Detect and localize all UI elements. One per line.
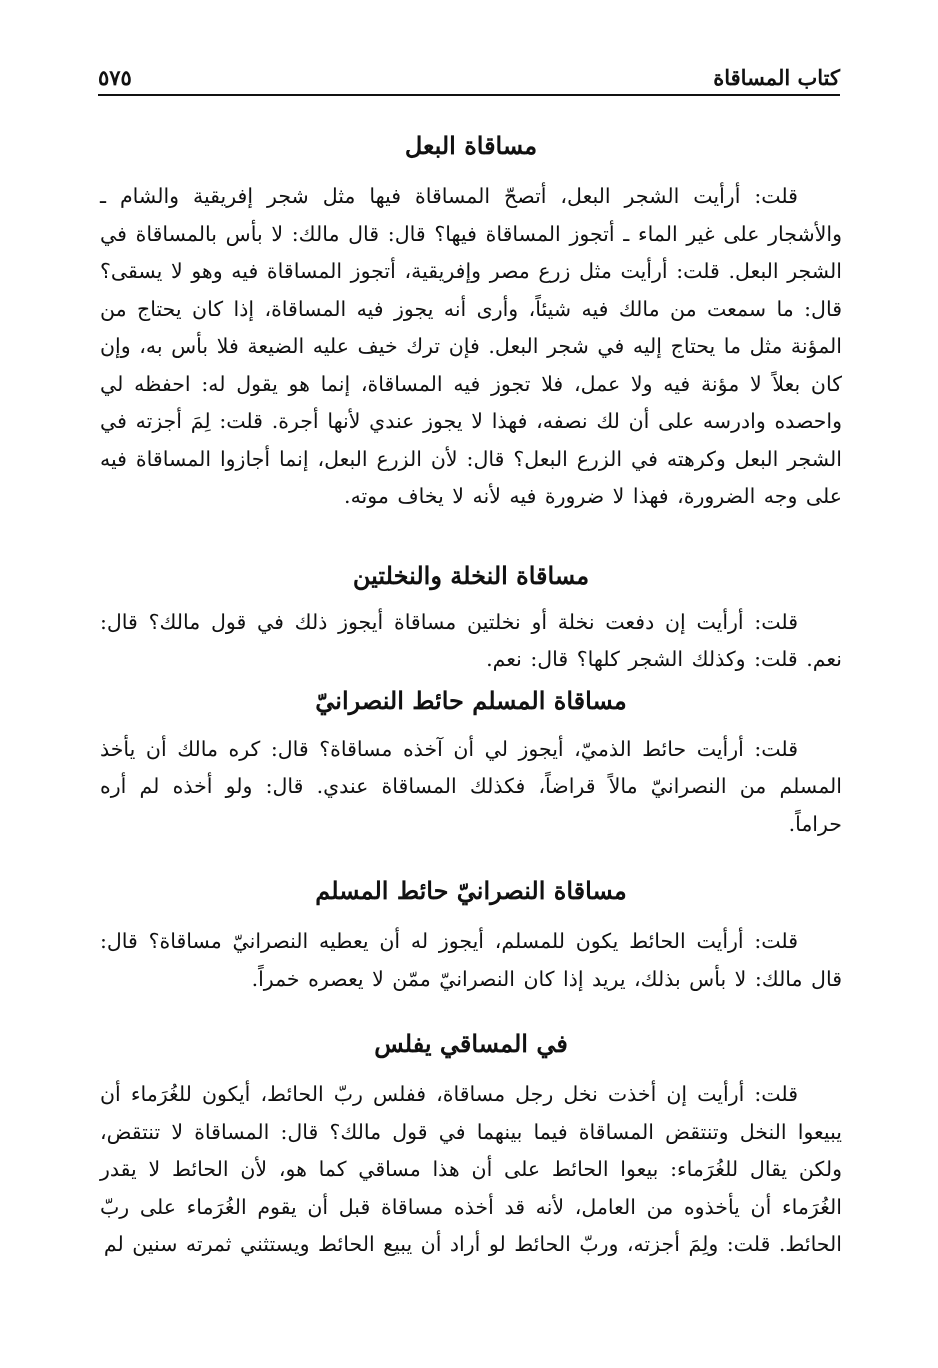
- section-paragraph: قلت: أرأيت إن دفعت نخلة أو نخلتين مساقاة أيجوز ذلك في قول مالك؟ قال: نعم. قلت: وكذلك الشجر كلها؟ قال: نعم.: [100, 609, 842, 671]
- page-body: [100, 126, 842, 1264]
- section-paragraph: قلت: أرأيت حائط الذميّ، أيجوز لي أن آخذه مساقاة؟ قال: كره مالك أن يأخذ المسلم من النصرانيّ مالاً قراضاً، فكذلك المساقاة عندي. قال: ولو أخذه لم أره حراماً.: [100, 736, 842, 836]
- section-paragraph: قلت: أرأيت الشجر البعل، أتصحّ المساقاة فيها مثل شجر إفريقية والشام ـ والأشجار على غير الماء ـ أتجوز المساقاة فيها؟ قال: قال مالك: لا بأس بالمساقاة في الشجر البعل. قلت: أرأيت مثل زرع مصر وإفريقية، أتجوز المساقاة فيه وهو لا يسقى؟ قال: ما سمعت من مالك فيه شيئاً، وأرى أنه يجوز فيه المساقاة، إذا كان يحتاج من المؤنة مثل ما يحتاج إليه في شجر البعل. فإن ترك خيف عليه الضيعة فلا بأس به، وإن كان بعلاً لا مؤنة فيه ولا عمل، فلا تجوز فيه المساقاة، إنما هو يقول له: احفظه لي واحصده وادرسه على أن لك نصفه، فهذا لا يجوز عندي لأنها أجرة. قلت: لِمَ أجزته في الشجر البعل وكرهته في الزرع البعل؟ قال: لأن الزرع البعل، إنما أجازوا المساقاة فيه على وجه الضرورة، فهذا لا ضرورة فيه لأنه لا يخاف موته.: [100, 184, 842, 508]
- section-heading: في المساقي يفلس: [374, 1029, 568, 1058]
- section-heading: مساقاة المسلم حائط النصرانيّ: [315, 685, 627, 715]
- section-paragraph: قلت: أرأيت إن أخذت نخل رجل مساقاة، ففلس ربّ الحائط، أيكون للغُرَماء أن يبيعوا النخل وتنتقض المساقاة فيما بينهما في قول مالك؟ قال: المساقاة لا تنتقض، ولكن يقال للغُرَماء: بيعوا الحائط على أن هذا مساقي كما هو، لأن الحائط لا يقدر الغُرَماء أن يأخذوه من العامل، لأنه قد أخذه مساقاة قبل أن يقوم الغُرَماء على ربّ الحائط. قلت: ولِمَ أجزته، وربّ الحائط لو أراد أن يبيع الحائط ويستثني ثمرته سنين لم: [100, 1082, 842, 1256]
- running-header: [98, 62, 840, 96]
- section-heading: مساقاة البعل: [404, 131, 538, 160]
- section-paragraph: قلت: أرأيت الحائط يكون للمسلم، أيجوز له أن يعطيه النصرانيّ مساقاة؟ قال: قال مالك: لا بأس بذلك، يريد إذا كان النصرانيّ ممّن لا يعصره خمراً.: [100, 929, 842, 991]
- page-number: ٥٧٥: [98, 65, 132, 90]
- section-heading: مساقاة النصرانيّ حائط المسلم: [315, 876, 627, 905]
- section-heading: مساقاة النخلة والنخلتين: [352, 560, 590, 590]
- book-title: كتاب المساقاة: [713, 65, 840, 90]
